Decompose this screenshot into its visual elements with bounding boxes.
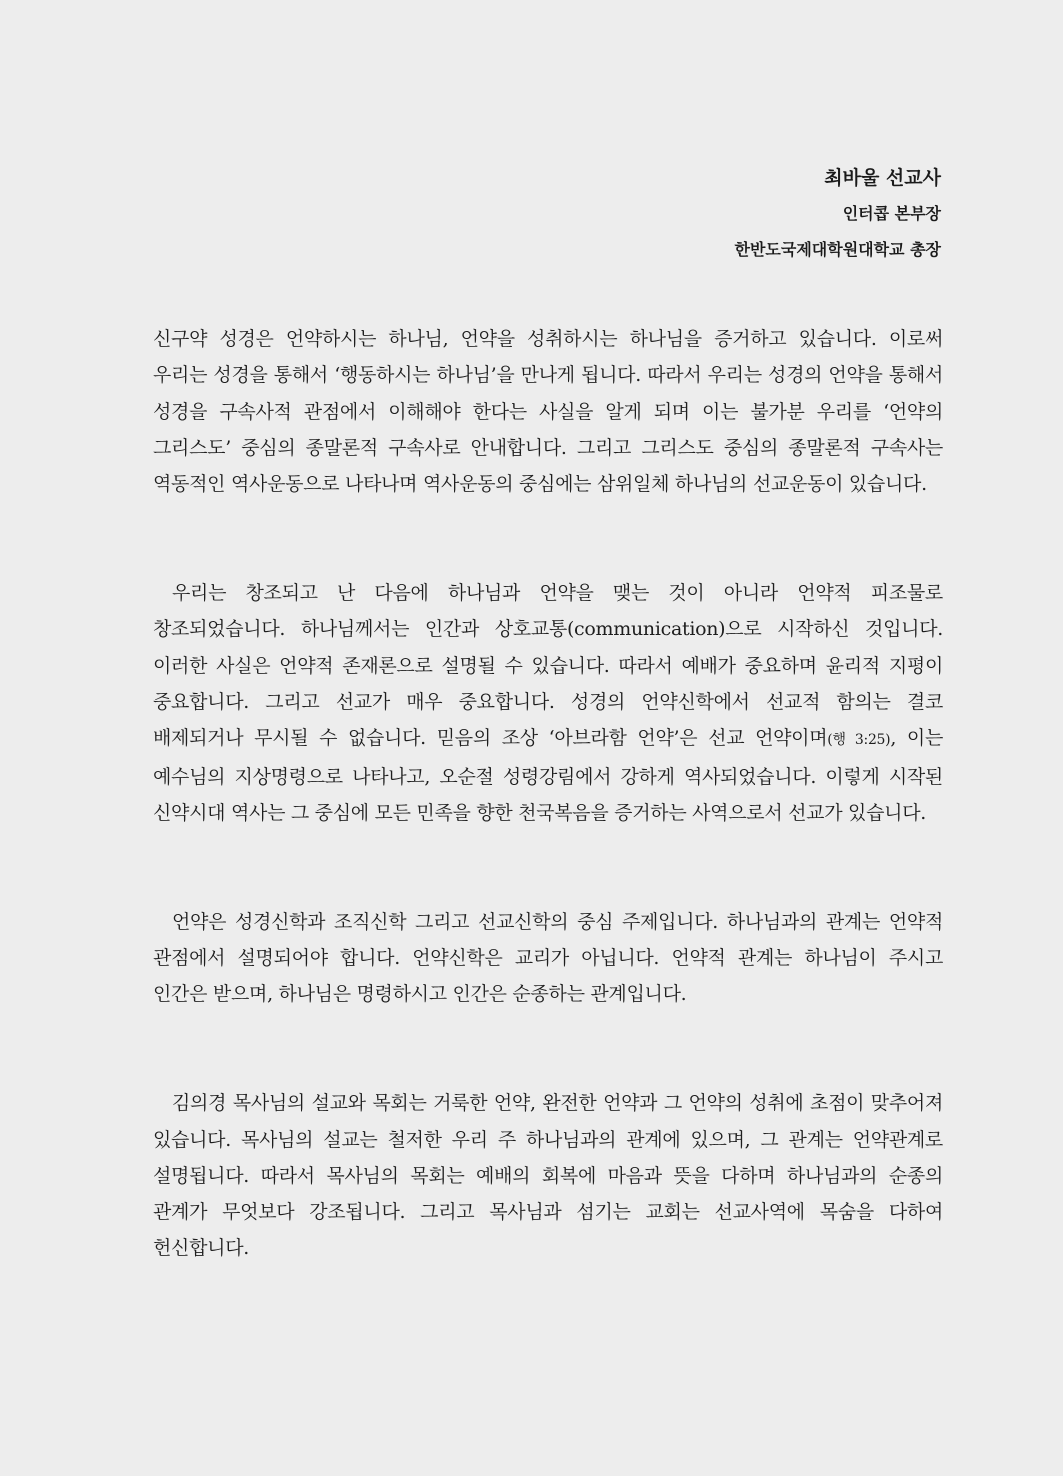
author-signature-block <box>735 160 942 268</box>
author-title-intercp: 인터콥 본부장 <box>842 204 941 223</box>
paragraph-4: 김의경 목사님의 설교와 목회는 거룩한 언약, 완전한 언약과 그 언약의 성취에 초점이 맞추어져 있습니다. 목사님의 설교는 철저한 우리 주 하나님과의 관계에 있으며, 그 관계는 언약관계로 설명됩니다. 따라서 목사님의 목회는 예배의 회복에 마음과 뜻을 다하며 하나님과의 순종의 관계가 무엇보다 강조됩니다. 그리고 목사님과 섬기는 교회는 선교사역에 목숨을 다하여 헌신합니다. <box>153 1092 943 1260</box>
author-name: 최바울 선교사 <box>824 167 941 189</box>
letter-body <box>153 321 943 1339</box>
author-title-university: 한반도국제대학원대학교 총장 <box>734 240 941 259</box>
scripture-reference: (행 3:25) <box>827 732 891 749</box>
paragraph-2 <box>153 575 943 831</box>
paragraph-1: 신구약 성경은 언약하시는 하나님, 언약을 성취하시는 하나님을 증거하고 있습니다. 이로써 우리는 성경을 통해서 ‘행동하시는 하나님’을 만나게 됩니다. 따라서 우리는 성경의 언약을 통해서 성경을 구속사적 관점에서 이해해야 한다는 사실을 알게 되며 이는 불가분 우리를 ‘언약의 그리스도’ 중심의 종말론적 구속사로 안내합니다. 그리고 그리스도 중심의 종말론적 구속사는 역동적인 역사운동으로 나타나며 역사운동의 중심에는 삼위일체 하나님의 선교운동이 있습니다. <box>153 328 943 496</box>
paragraph-2-text-b: , 이는 예수님의 지상명령으로 나타나고, 오순절 성령강림에서 강하게 역사되었습니다. 이렇게 시작된 신약시대 역사는 그 중심에 모든 민족을 향한 천국복음을 증거하는 사역으로서 선교가 있습니다. <box>153 727 943 824</box>
paragraph-2-text-a: 우리는 창조되고 난 다음에 하나님과 언약을 맺는 것이 아니라 언약적 피조물로 창조되었습니다. 하나님께서는 인간과 상호교통(communication)으로 시작하신 것입니다. 이러한 사실은 언약적 존재론으로 설명될 수 있습니다. 따라서 예배가 중요하며 윤리적 지평이 중요합니다. 그리고 선교가 매우 중요합니다. 성경의 언약신학에서 선교적 함의는 결코 배제되거나 무시될 수 없습니다. 믿음의 조상 ‘아브라함 언약’은 선교 언약이며 <box>153 582 943 750</box>
paragraph-3: 언약은 성경신학과 조직신학 그리고 선교신학의 중심 주제입니다. 하나님과의 관계는 언약적 관점에서 설명되어야 합니다. 언약신학은 교리가 아닙니다. 언약적 관계는 하나님이 주시고 인간은 받으며, 하나님은 명령하시고 인간은 순종하는 관계입니다. <box>153 910 943 1006</box>
